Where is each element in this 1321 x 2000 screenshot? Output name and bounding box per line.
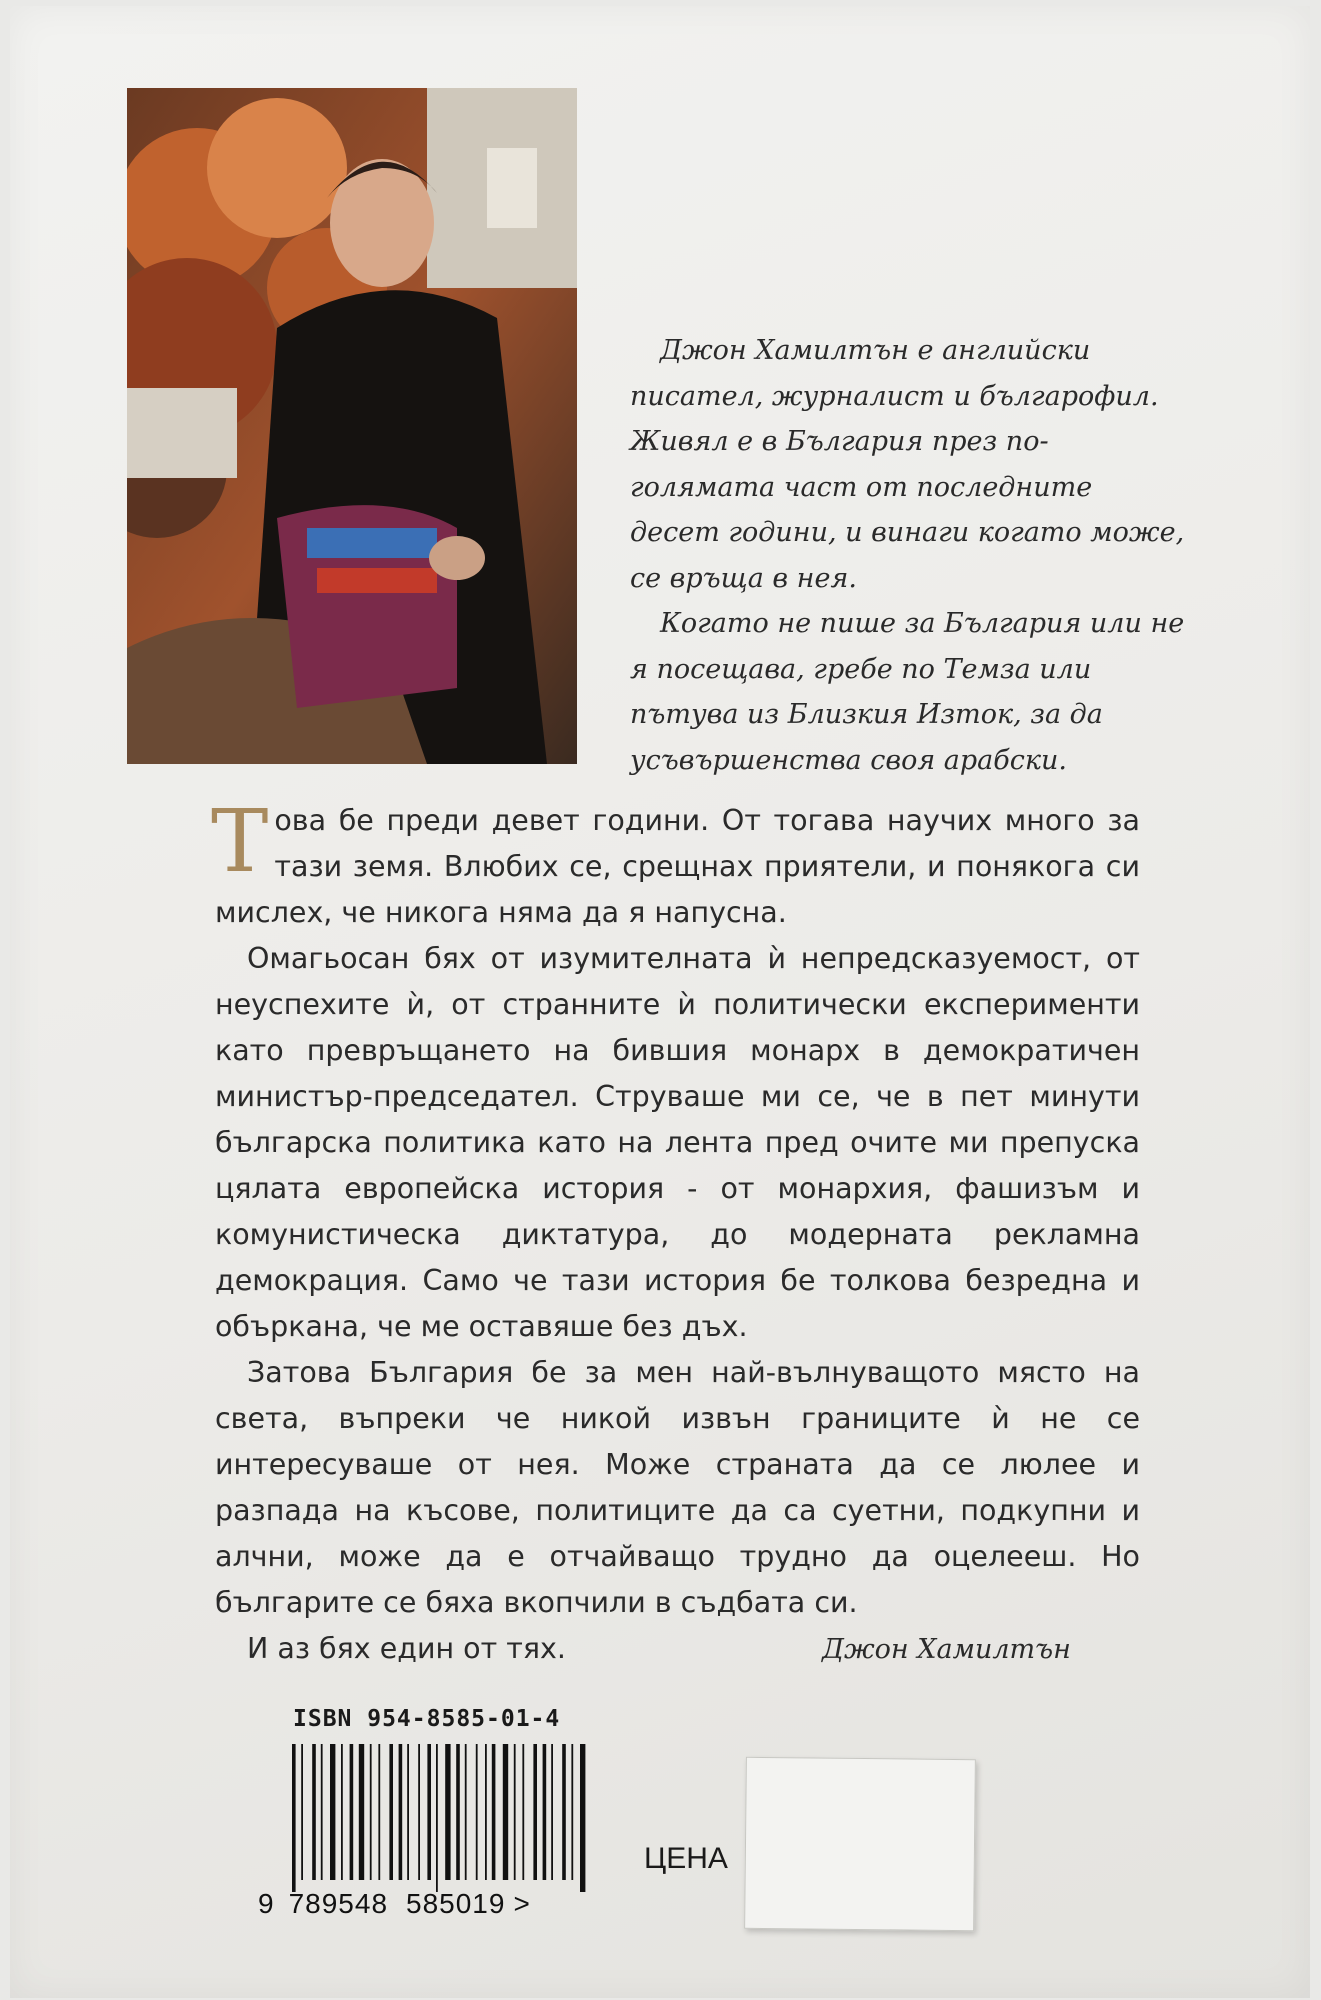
bio-paragraph-2: Когато не пише за България или не я посещава, гребе по Темза или пътува из Близкия Изток, за да усъвършенства своя арабски. <box>630 608 1185 776</box>
barcode-bar <box>418 1744 420 1880</box>
barcode-bar <box>580 1744 585 1892</box>
barcode-bar <box>543 1744 547 1880</box>
barcode-bar <box>551 1744 553 1880</box>
author-bio <box>630 328 1190 783</box>
isbn-number: ISBN 954-8585-01-4 <box>293 1706 561 1732</box>
barcode-digits <box>258 1888 531 1920</box>
bio-paragraph-1: Джон Хамилтън е английски писател, журналист и българофил. Живял е в България през по-голямата част от последните десет години, и винаги когато може, се връща в нея. <box>630 335 1185 594</box>
price-label: ЦЕНА <box>644 1842 728 1875</box>
barcode-bar <box>370 1744 372 1880</box>
blurb-paragraph-2: Омагьосан бях от изумителната ѝ непредсказуемост, от неуспехите ѝ, от странните ѝ политически експерименти като превръщането на бившия монарх в демократичен министър-председател. Струваше ми се, че в пет минути българска политика като на лента пред очите ми препуска цялата европейска история - от монархия, фашизъм и комунистическа диктатура, до модерната рекламна демокрация. Само че тази история бе толкова безредна и объркана, че ме оставяше без дъх. <box>215 942 1140 1343</box>
barcode-bar <box>292 1744 296 1892</box>
barcode-bar <box>456 1744 460 1880</box>
barcode-bar <box>378 1744 380 1880</box>
barcode-bar <box>321 1744 323 1880</box>
barcode-bar <box>359 1744 364 1880</box>
drop-cap: Т <box>211 792 269 892</box>
barcode-bar <box>312 1744 316 1880</box>
price-sticker <box>744 1757 976 1931</box>
barcode-bar <box>341 1744 343 1880</box>
blurb-paragraph-1 <box>211 792 1140 936</box>
barcode <box>290 1744 590 1894</box>
blurb-text <box>211 792 1140 1672</box>
author-signature: Джон Хамилтън <box>822 1634 1071 1665</box>
blurb-paragraph-4: И аз бях един от тях. <box>247 1632 566 1665</box>
barcode-bar <box>485 1744 487 1880</box>
blurb-paragraph-1-text: ова бе преди девет години. От тогава научих много за тази земя. Влюбих се, срещнах приятели, и понякога си мислех, че никога няма да я напусна. <box>215 804 1140 929</box>
barcode-bar <box>301 1744 303 1880</box>
barcode-bar <box>445 1744 450 1880</box>
barcode-bar <box>514 1744 516 1880</box>
barcode-bar <box>533 1744 537 1880</box>
barcode-bar <box>492 1744 496 1880</box>
barcode-bar <box>436 1744 438 1892</box>
barcode-bar <box>562 1744 566 1880</box>
barcode-bar <box>407 1744 409 1880</box>
barcode-left-group: 789548 <box>288 1888 389 1919</box>
barcode-bar <box>522 1744 524 1880</box>
barcode-bar <box>571 1744 573 1880</box>
barcode-bar <box>465 1744 467 1880</box>
barcode-first-digit: 9 <box>258 1888 275 1919</box>
barcode-right-group: 585019 <box>406 1888 506 1919</box>
blurb-paragraph-3: Затова България бе за мен най-вълнуващото място на света, въпреки че никой извън границите ѝ не се интересуваше от нея. Може страната да се люлее и разпада на късове, политиците да са суетни, подкупни и алчни, може да е отчайващо трудно да оцелееш. Но българите се бяха вкопчили в съдбата си. <box>215 1356 1140 1619</box>
barcode-bar <box>503 1744 508 1880</box>
book-back-cover <box>10 6 1310 1998</box>
barcode-bar <box>389 1744 393 1880</box>
barcode-bar <box>330 1744 335 1880</box>
barcode-bar <box>476 1744 478 1880</box>
barcode-marker: > <box>513 1888 531 1919</box>
author-photo-image <box>127 88 577 764</box>
author-photo <box>127 88 577 764</box>
barcode-bar <box>427 1744 431 1880</box>
barcode-bar <box>399 1744 403 1880</box>
barcode-bar <box>350 1744 354 1880</box>
